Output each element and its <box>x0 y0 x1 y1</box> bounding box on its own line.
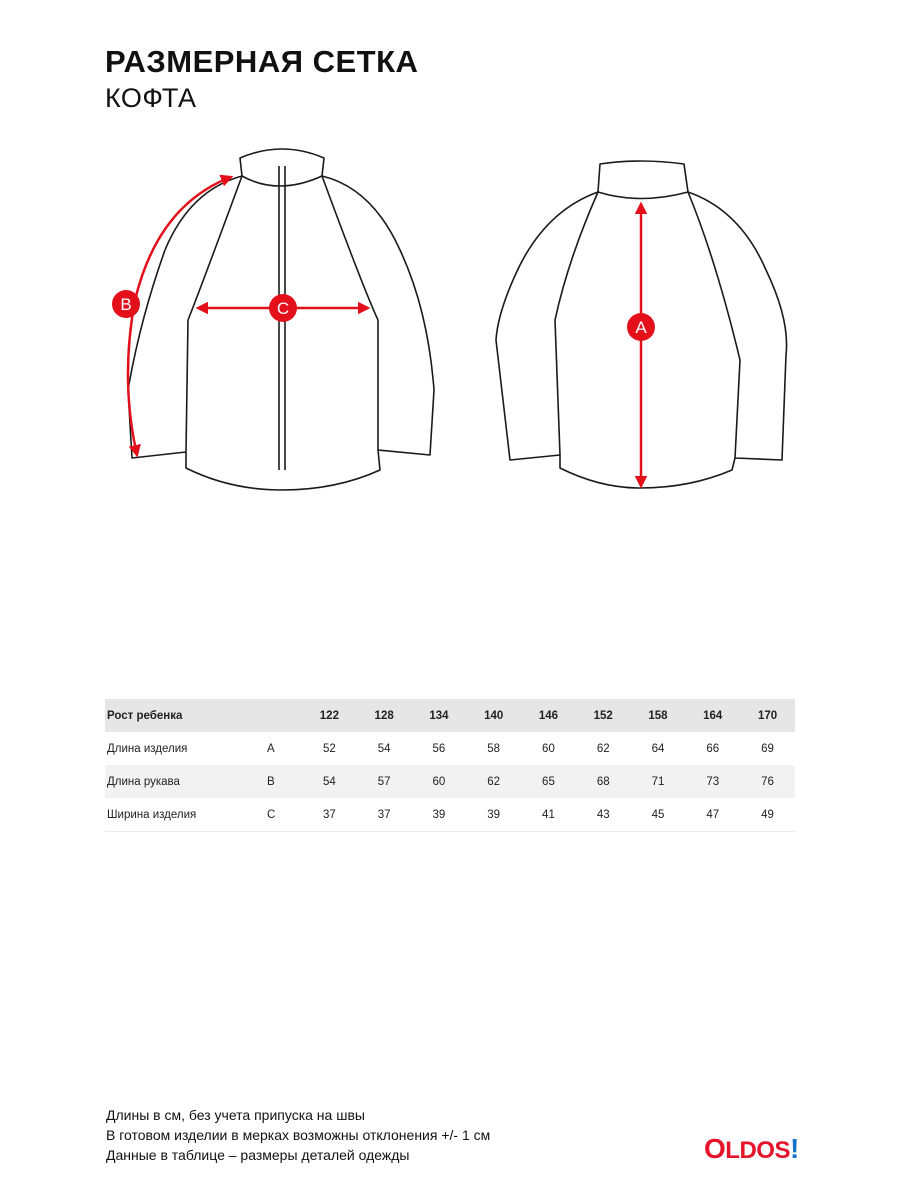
table-row <box>105 765 795 798</box>
size-cell: 158 <box>631 699 686 732</box>
front-body <box>186 176 380 490</box>
front-left-sleeve <box>128 176 242 458</box>
header-code-cell <box>267 699 302 732</box>
size-cell: 146 <box>521 699 576 732</box>
size-cell: 140 <box>466 699 521 732</box>
value-cell: 62 <box>596 742 610 755</box>
front-collar <box>240 149 324 186</box>
back-body <box>555 192 740 488</box>
value-cell: 47 <box>685 798 740 832</box>
value-cell: 69 <box>761 742 774 755</box>
value-cell: 58 <box>487 742 501 755</box>
page-subtitle: КОФТА <box>105 83 197 113</box>
marker-b-label: B <box>120 295 132 314</box>
value-cell: 54 <box>377 742 391 755</box>
value-cell: 49 <box>740 798 795 832</box>
row-code: B <box>267 765 302 798</box>
value-cell: 62 <box>466 765 521 798</box>
row-code: A <box>267 742 275 755</box>
table-row <box>105 798 795 832</box>
row-label: Ширина изделия <box>105 798 267 832</box>
value-cell: 37 <box>302 798 357 832</box>
table-row <box>105 732 795 765</box>
logo-mark: ! <box>789 1133 799 1164</box>
row-label: Длина изделия <box>107 742 188 755</box>
value-cell: 45 <box>631 798 686 832</box>
value-cell: 68 <box>576 765 631 798</box>
value-cell: 54 <box>302 765 357 798</box>
value-cell: 56 <box>432 742 446 755</box>
value-cell: 60 <box>412 765 467 798</box>
value-cell: 39 <box>412 798 467 832</box>
value-cell: 57 <box>357 765 412 798</box>
note-line: Данные в таблице – размеры деталей одежды <box>106 1147 410 1163</box>
marker-a-label: A <box>635 318 647 337</box>
brand-logo <box>704 1133 799 1165</box>
value-cell: 66 <box>706 742 720 755</box>
value-cell: 52 <box>322 742 336 755</box>
value-cell: 60 <box>542 742 555 755</box>
size-cell: 152 <box>576 699 631 732</box>
marker-c-label: C <box>276 299 290 318</box>
size-cell: 170 <box>740 699 795 732</box>
page-title: РАЗМЕРНАЯ СЕТКА <box>105 44 419 79</box>
back-collar <box>598 161 688 199</box>
value-cell: 39 <box>466 798 521 832</box>
size-cell: 122 <box>302 699 357 732</box>
measure-b-line <box>128 177 231 455</box>
value-cell: 64 <box>651 742 665 755</box>
size-cell: 164 <box>685 699 740 732</box>
logo-first-letter: O <box>704 1133 726 1164</box>
size-table <box>105 699 795 832</box>
value-cell: 41 <box>521 798 576 832</box>
row-label: Длина рукава <box>105 765 267 798</box>
front-right-sleeve <box>322 176 434 455</box>
value-cell: 37 <box>357 798 412 832</box>
value-cell: 65 <box>521 765 576 798</box>
row-code: C <box>267 798 302 832</box>
value-cell: 43 <box>576 798 631 832</box>
footnotes <box>106 1105 490 1165</box>
value-cell: 76 <box>740 765 795 798</box>
value-cell: 73 <box>685 765 740 798</box>
back-left-sleeve <box>496 192 598 460</box>
value-cell: 71 <box>631 765 686 798</box>
size-cell: 134 <box>412 699 467 732</box>
size-cell: 128 <box>357 699 412 732</box>
logo-text: LDOS <box>725 1137 790 1164</box>
table-header-row <box>105 699 795 732</box>
note-line: В готовом изделии в мерках возможны отклонения +/- 1 см <box>106 1127 491 1143</box>
note-line: Длины в см, без учета припуска на швы <box>106 1107 365 1123</box>
garment-diagram <box>0 0 900 520</box>
header-label: Рост ребенка <box>105 699 267 732</box>
